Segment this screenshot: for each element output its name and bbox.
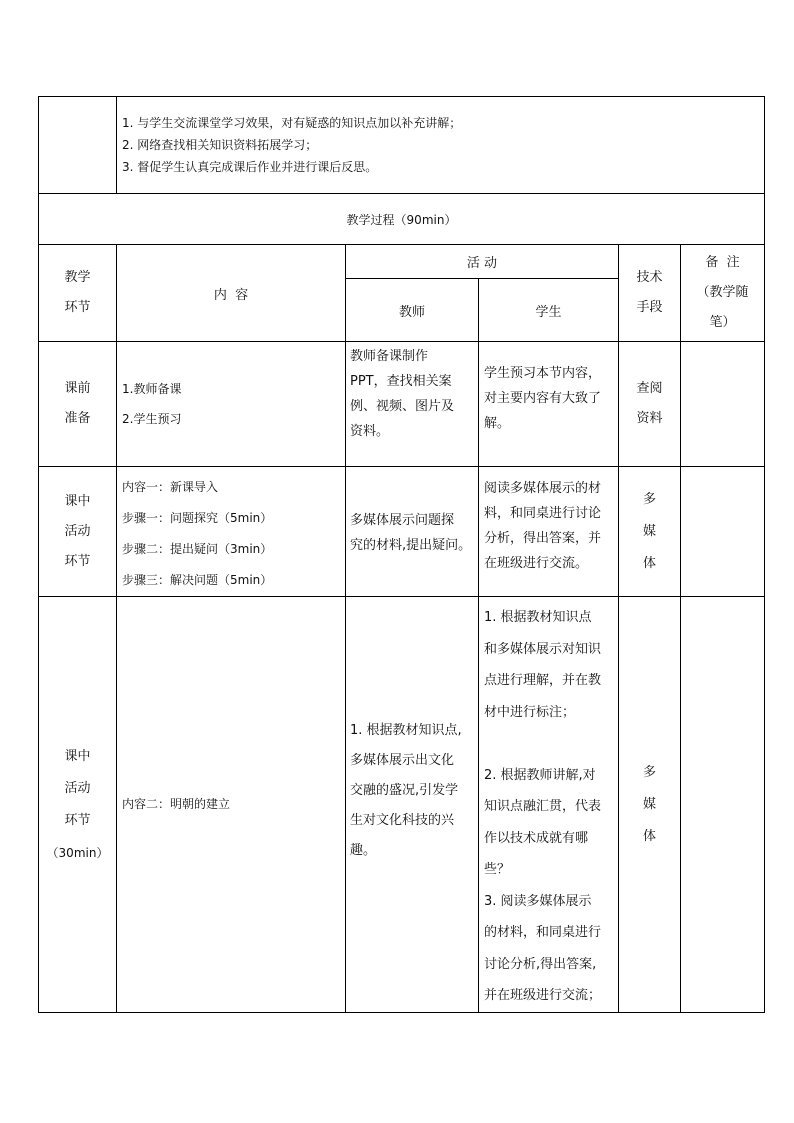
header-teacher: 教师 [398,304,425,320]
row3-teacher: 1. 根据教材知识点, 多媒体展示出文化 交融的盛况,引发学 生对文化科技的兴 趣。 [350,723,462,858]
row3-student: 1. 根据教材知识点 和多媒体展示对知识 点进行理解，并在教 材中进行标注； 2. 根据教师讲解,对 知识点融汇贯，代表 作以技术成就有哪 些？ 3. 阅读多媒体展示 的材料，和同桌进行 讨论分析,得出答案, 并在班级进行交流； [484,610,602,1003]
row2-student: 阅读多媒体展示的材 料，和同桌进行讨论 分析，得出答案，并 在班级进行交流。 [484,481,602,571]
top-list [122,112,762,178]
header-stage: 教学 环节 [64,270,91,315]
header-activity: 活 动 [466,256,498,271]
row3-content: 内容二：明朝的建立 [122,797,231,811]
row3-stage: 课中 活动 环节 （30min） [46,748,109,860]
row1-content: 1.教师备课 2.学生预习 [122,382,182,426]
header-content: 内 容 [213,287,249,303]
row1-teacher: 教师备课制作 PPT，查找相关案 例、视频、图片及 资料。 [350,349,455,439]
header-tech: 技术 手段 [636,270,663,315]
row1-student: 学生预习本节内容， 对主要内容有大致了 解。 [484,366,602,431]
list-item: 1. 与学生交流课堂学习效果，对有疑惑的知识点加以补充讲解； [122,116,462,130]
list-item: 3. 督促学生认真完成课后作业并进行课后反思。 [122,160,378,174]
row2-stage: 课中 活动 环节 [64,493,91,569]
row1-tech: 查阅 资料 [636,381,663,426]
header-notes: 备 注 （教学随 笔） [696,255,749,330]
process-title: 教学过程（90min） [346,212,457,227]
list-item: 2. 网络查找相关知识资料拓展学习； [122,138,318,152]
row2-tech: 多 媒 体 [642,491,656,571]
row3-tech: 多 媒 体 [642,764,656,844]
row2-content: 内容一：新课导入 步骤一：问题探究（5min） 步骤二：提出疑问（3min） 步骤三：解决问题（5min） [122,480,273,587]
header-student: 学生 [535,304,562,320]
row1-stage: 课前 准备 [64,381,91,426]
row2-teacher: 多媒体展示问题探 究的材料,提出疑问。 [350,513,472,553]
